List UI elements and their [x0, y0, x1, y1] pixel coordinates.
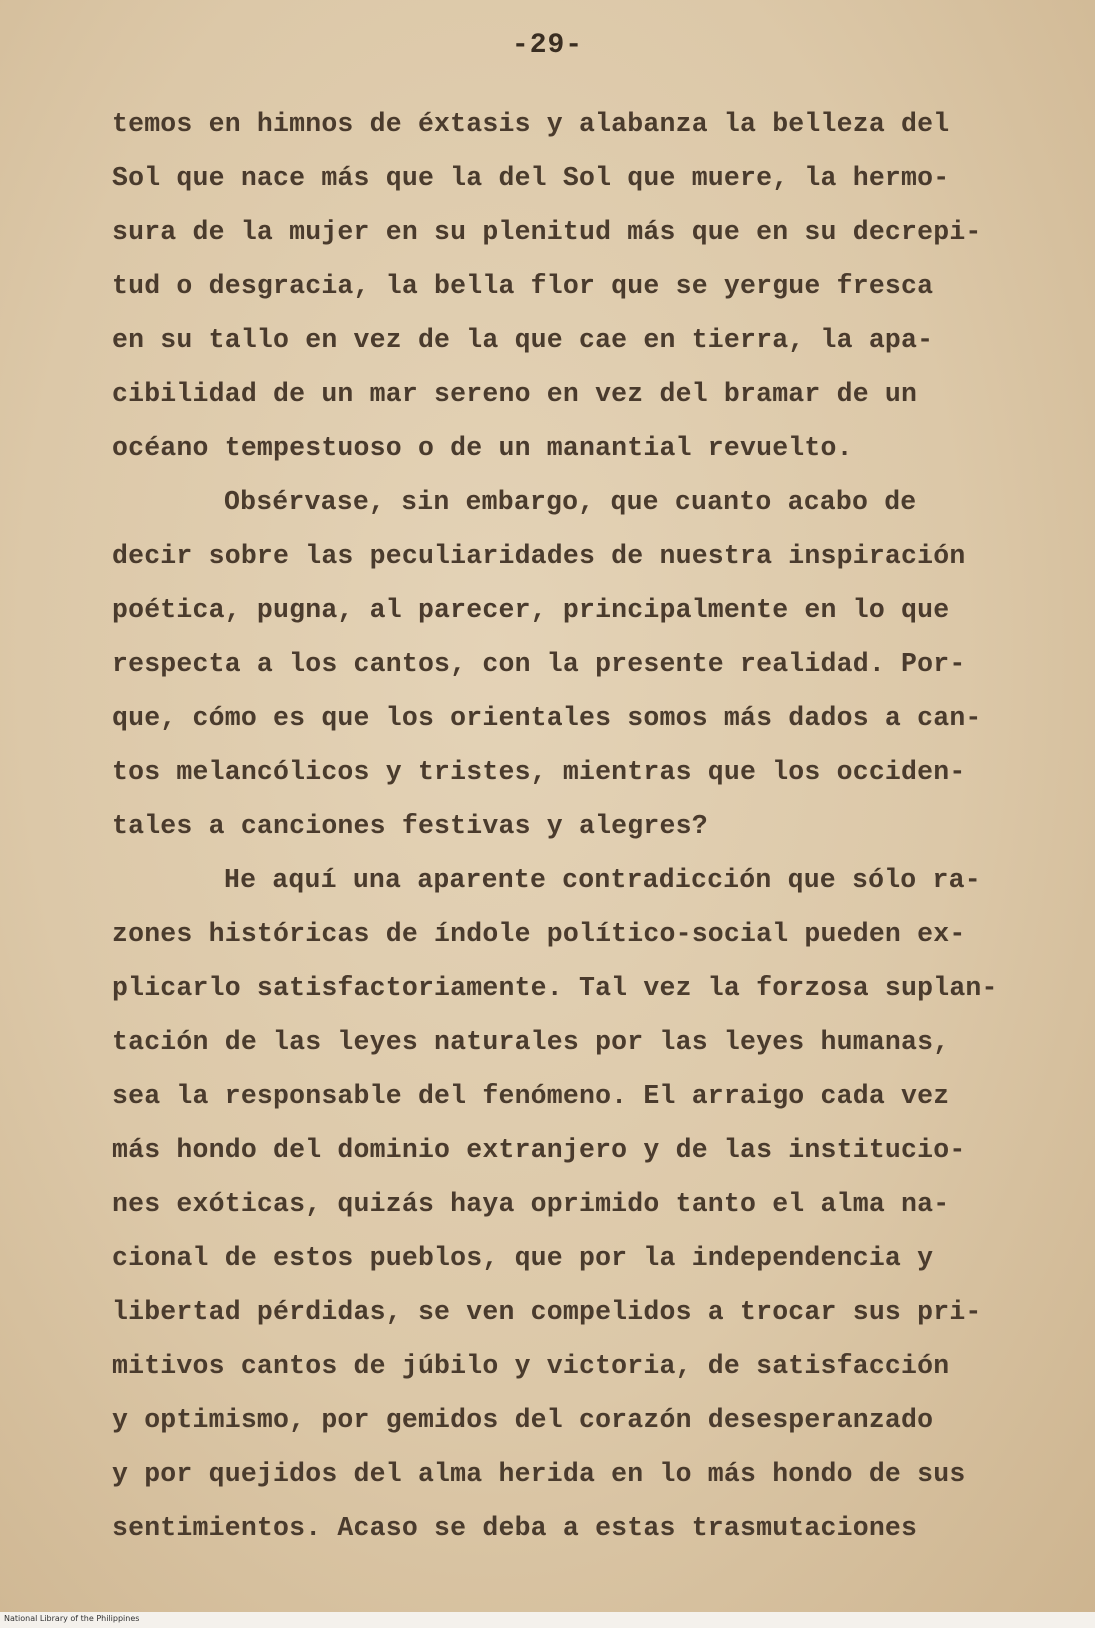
text-line: Obsérvase, sin embargo, que cuanto acabo de: [224, 487, 917, 517]
footer-credit: National Library of the Philippines: [4, 1614, 140, 1623]
text-line: sura de la mujer en su plenitud más que en su decrepi-: [112, 217, 982, 247]
text-line: poética, pugna, al parecer, principalmente en lo que: [112, 595, 950, 625]
text-line: zones históricas de índole político-social pueden ex-: [112, 919, 966, 949]
footer-bar: [0, 1612, 1095, 1628]
text-line: tación de las leyes naturales por las leyes humanas,: [112, 1027, 950, 1057]
text-line: más hondo del dominio extranjero y de las institucio-: [112, 1135, 966, 1165]
text-line: libertad pérdidas, se ven compelidos a trocar sus pri-: [112, 1297, 982, 1327]
text-line: océano tempestuoso o de un manantial revuelto.: [112, 433, 853, 463]
text-line: tos melancólicos y tristes, mientras que los occiden-: [112, 757, 966, 787]
text-line: Sol que nace más que la del Sol que muere, la hermo-: [112, 163, 950, 193]
text-line: respecta a los cantos, con la presente realidad. Por-: [112, 649, 966, 679]
text-line: decir sobre las peculiaridades de nuestra inspiración: [112, 541, 966, 571]
text-line: tud o desgracia, la bella flor que se yergue fresca: [112, 271, 934, 301]
text-line: tales a canciones festivas y alegres?: [112, 811, 708, 841]
text-line: sea la responsable del fenómeno. El arraigo cada vez: [112, 1081, 950, 1111]
text-line: sentimientos. Acaso se deba a estas trasmutaciones: [112, 1513, 918, 1543]
text-line: que, cómo es que los orientales somos más dados a can-: [112, 703, 982, 733]
text-line: temos en himnos de éxtasis y alabanza la belleza del: [112, 109, 950, 139]
page-number: -29-: [511, 30, 584, 61]
text-line: en su tallo en vez de la que cae en tierra, la apa-: [112, 325, 934, 355]
text-line: y optimismo, por gemidos del corazón desesperanzado: [112, 1405, 934, 1435]
text-line: cional de estos pueblos, que por la independencia y: [112, 1243, 934, 1273]
text-line: plicarlo satisfactoriamente. Tal vez la forzosa suplan-: [112, 973, 998, 1003]
text-line: cibilidad de un mar sereno en vez del bramar de un: [112, 379, 918, 409]
text-line: He aquí una aparente contradicción que sólo ra-: [224, 865, 981, 895]
text-line: mitivos cantos de júbilo y victoria, de satisfacción: [112, 1351, 950, 1381]
text-line: nes exóticas, quizás haya oprimido tanto el alma na-: [112, 1189, 950, 1219]
text-line: y por quejidos del alma herida en lo más hondo de sus: [112, 1459, 966, 1489]
